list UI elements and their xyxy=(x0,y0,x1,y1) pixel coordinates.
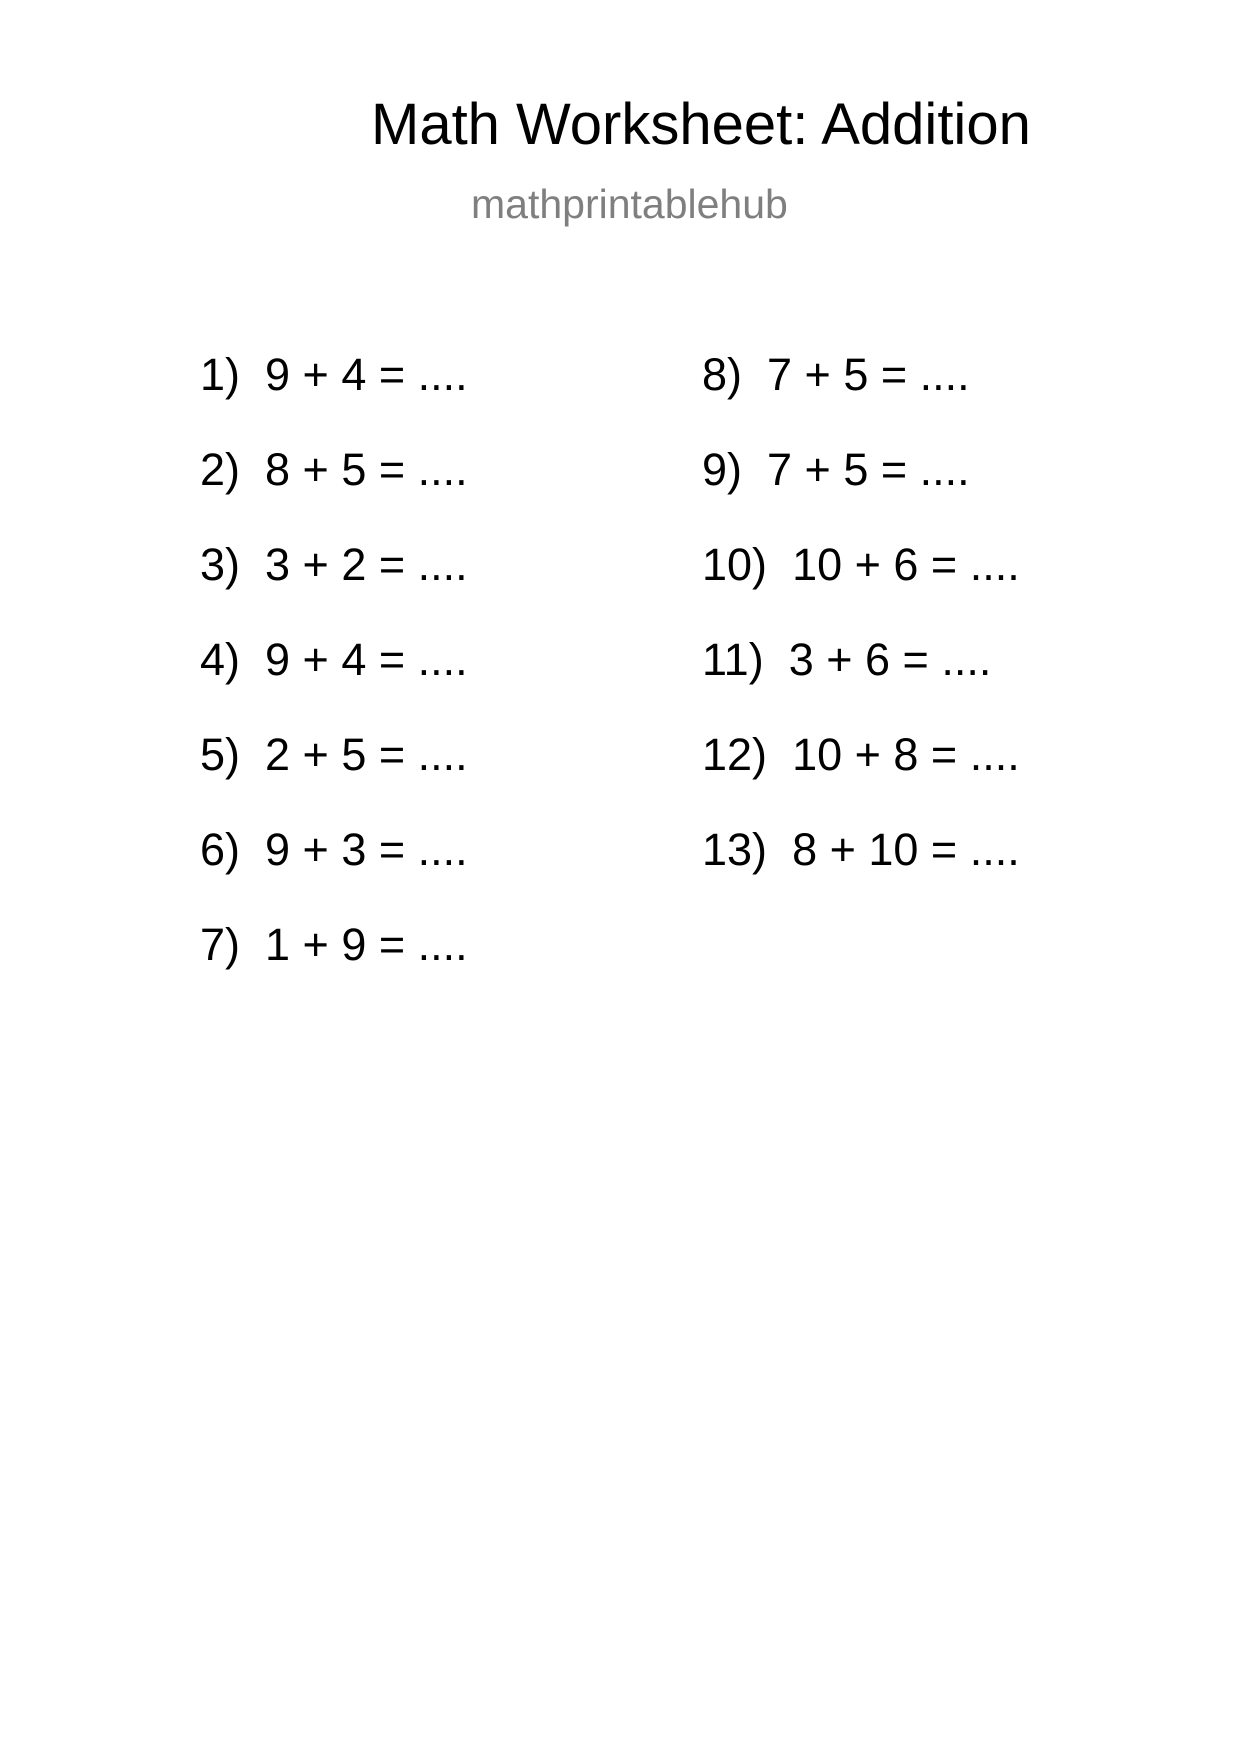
problem-expression: 7 + 5 = .... xyxy=(767,349,970,400)
problem-number: 3) xyxy=(200,539,241,590)
problem-number: 8) xyxy=(702,349,743,400)
problem-expression: 9 + 4 = .... xyxy=(265,634,468,685)
problem-expression: 10 + 8 = .... xyxy=(792,729,1020,780)
problem-item xyxy=(200,919,468,1017)
problem-item xyxy=(702,634,1020,732)
worksheet-title: Math Worksheet: Addition xyxy=(371,92,1031,157)
problem-item xyxy=(702,349,1020,447)
problem-item xyxy=(702,444,1020,542)
problem-item xyxy=(702,824,1020,922)
problem-expression: 3 + 2 = .... xyxy=(265,539,468,590)
problem-number: 13) xyxy=(702,824,768,875)
problem-number: 5) xyxy=(200,729,241,780)
problem-number: 9) xyxy=(702,444,743,495)
problem-item xyxy=(200,349,468,447)
problem-column-left xyxy=(200,349,468,1017)
problem-expression: 10 + 6 = .... xyxy=(792,539,1020,590)
problem-expression: 2 + 5 = .... xyxy=(265,729,468,780)
problem-number: 7) xyxy=(200,919,241,970)
problem-expression: 9 + 3 = .... xyxy=(265,824,468,875)
problem-number: 12) xyxy=(702,729,768,780)
problem-expression: 3 + 6 = .... xyxy=(788,634,992,685)
problem-item xyxy=(702,729,1020,827)
problem-expression: 8 + 5 = .... xyxy=(265,444,468,495)
problem-number: 2) xyxy=(200,444,241,495)
problem-number: 4) xyxy=(200,634,241,685)
problem-number: 1) xyxy=(200,349,241,400)
problem-item xyxy=(702,539,1020,637)
problem-item xyxy=(200,444,468,542)
problem-item xyxy=(200,824,468,922)
source-label: mathprintablehub xyxy=(471,181,788,227)
problem-number: 6) xyxy=(200,824,241,875)
problem-expression: 1 + 9 = .... xyxy=(265,919,468,970)
problem-number: 10) xyxy=(702,539,768,590)
problem-item xyxy=(200,729,468,827)
problem-expression: 9 + 4 = .... xyxy=(265,349,468,400)
problem-expression: 7 + 5 = .... xyxy=(767,444,970,495)
problem-expression: 8 + 10 = .... xyxy=(792,824,1020,875)
problem-item xyxy=(200,634,468,732)
problem-number: 11) xyxy=(702,634,764,685)
problem-column-right xyxy=(702,349,1020,922)
problem-item xyxy=(200,539,468,637)
